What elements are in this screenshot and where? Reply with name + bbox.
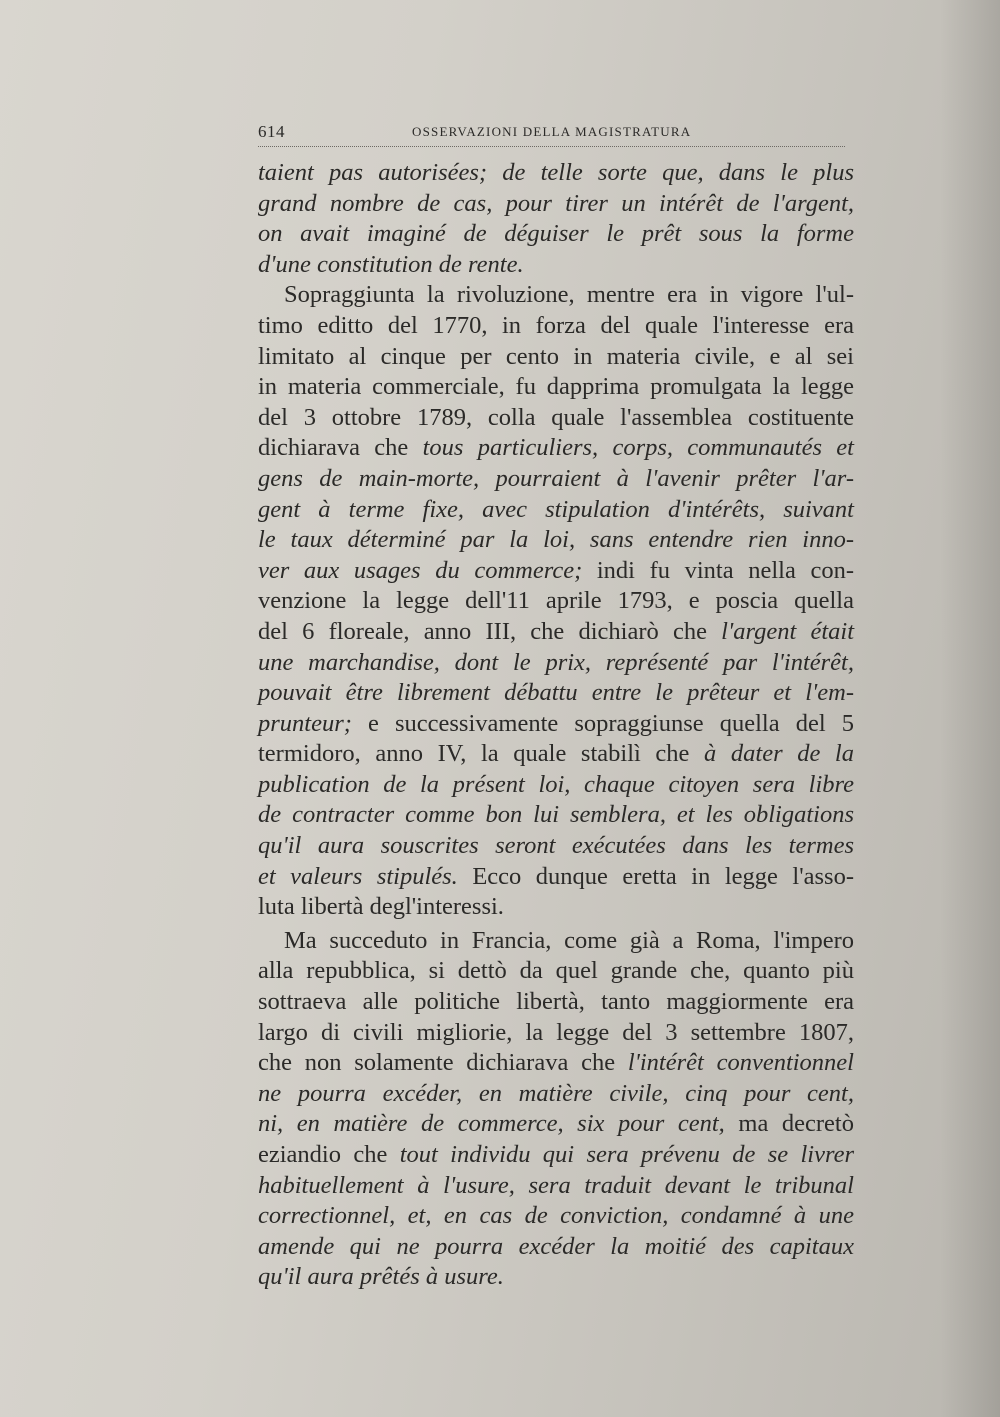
page-number: 614 (258, 122, 285, 141)
italic-text: l'intérêt conventionnel (627, 1049, 854, 1077)
text-line (258, 831, 854, 862)
roman-text: del 6 floreale, anno III, che dichiarò che (258, 617, 722, 645)
text-line (258, 556, 854, 587)
italic-text: tout individu qui sera prévenu de se livrer (399, 1141, 854, 1168)
roman-text: in materia commerciale, fu dapprima promulgata la legge (258, 373, 854, 401)
running-title: OSSERVAZIONI DELLA MAGISTRATURA (412, 124, 692, 139)
italic-text: et valeurs stipulés. (258, 862, 458, 890)
roman-text: del 3 ottobre 1789, colla quale l'assemblea costituente (258, 403, 854, 431)
text-line (258, 648, 854, 679)
roman-text: sottraeva alle politiche libertà, tanto maggiormente era (258, 988, 854, 1016)
italic-text: taient pas autorisées; de telle sorte que, dans le plus (258, 159, 854, 186)
text-line (258, 403, 854, 434)
text-line (258, 1109, 854, 1140)
text-line (258, 987, 854, 1018)
italic-text: qu'il aura prêtés à usure. (258, 1263, 504, 1291)
italic-text: le taux déterminé par la loi, sans entendre rien inno- (258, 526, 854, 554)
italic-text: gent à terme fixe, avec stipulation d'intérêts, suivant (258, 495, 854, 523)
italic-text: à dater de la (704, 740, 854, 768)
text-line (258, 892, 854, 923)
italic-text: grand nombre de cas, pour tirer un intérêt de l'argent, (258, 189, 854, 217)
roman-text: timo editto del 1770, in forza del quale l'interesse era (258, 311, 854, 339)
text-line (258, 1018, 854, 1049)
text-line (258, 311, 854, 342)
text-line (258, 1171, 854, 1202)
roman-text: largo di civili migliorie, la legge del 3 settembre 1807, (258, 1018, 854, 1046)
text-line (258, 678, 854, 709)
italic-text: tous particuliers, corps, communautés et (422, 434, 854, 462)
italic-text: de contracter comme bon lui semblera, et les obligations (258, 801, 854, 829)
roman-text: eziandio che (258, 1141, 400, 1168)
text-line (258, 433, 854, 464)
roman-text: indi fu vinta nella con- (582, 556, 854, 584)
italic-text: habituellement à l'usure, sera traduit devant le tribunal (258, 1171, 854, 1199)
roman-text: Ecco dunque eretta in legge l'asso- (457, 862, 855, 890)
roman-text: luta libertà degl'interessi. (258, 893, 504, 921)
text-line (258, 1079, 854, 1110)
text-line (258, 189, 854, 220)
running-head (258, 122, 845, 147)
text-line (258, 342, 854, 373)
text-line (258, 739, 854, 770)
body-text (258, 158, 854, 1293)
roman-text: venzione la legge dell'11 aprile 1793, e poscia quella (258, 587, 854, 615)
italic-text: l'argent était (721, 617, 854, 645)
italic-text: gens de main-morte, pourraient à l'avenir prêter l'ar- (258, 464, 854, 492)
roman-text: alla repubblica, si dettò da quel grande che, quanto più (258, 957, 854, 985)
text-line (258, 525, 854, 556)
text-line (258, 219, 854, 250)
text-line (258, 617, 854, 648)
text-line (258, 1262, 854, 1293)
roman-text: limitato al cinque per cento in materia civile, e al sei (258, 342, 854, 370)
italic-text: amende qui ne pourra excéder la moitié des capitaux (258, 1232, 854, 1260)
italic-text: prunteur; (258, 709, 352, 737)
roman-text: che non solamente dichiarava che (258, 1049, 628, 1077)
text-line (258, 926, 854, 957)
italic-text: pouvait être librement débattu entre le prêteur et l'em- (258, 679, 854, 707)
roman-text: termidoro, anno IV, la quale stabilì che (258, 740, 705, 768)
text-line (258, 1048, 854, 1079)
text-line (258, 586, 854, 617)
text-line (258, 709, 854, 740)
text-line (258, 464, 854, 495)
text-line (258, 1140, 854, 1171)
text-line (258, 770, 854, 801)
italic-text: une marchandise, dont le prix, représenté par l'intérêt, (258, 648, 854, 676)
text-line (258, 862, 854, 893)
roman-text: dichiarava che (258, 434, 423, 462)
italic-text: on avait imaginé de déguiser le prêt sous la forme (258, 220, 854, 248)
italic-text: publication de la présent loi, chaque citoyen sera libre (258, 770, 854, 798)
text-line (258, 800, 854, 831)
text-line (258, 280, 854, 311)
text-line (258, 1201, 854, 1232)
text-line (258, 1232, 854, 1263)
italic-text: ne pourra excéder, en matière civile, cinq pour cent, (258, 1079, 854, 1107)
italic-text: qu'il aura souscrites seront exécutées dans les termes (258, 832, 854, 860)
text-line (258, 158, 854, 189)
text-line (258, 372, 854, 403)
roman-text: Ma succeduto in Francia, come già a Roma, l'impero (284, 926, 854, 954)
text-line (258, 250, 854, 281)
italic-text: correctionnel, et, en cas de conviction, condamné à une (258, 1202, 854, 1230)
italic-text: ni, en matière de commerce, six pour cent, (258, 1110, 725, 1138)
italic-text: ver aux usages du commerce; (258, 556, 583, 584)
text-line (258, 956, 854, 987)
roman-text: ma decretò (724, 1110, 854, 1138)
roman-text: Sopraggiunta la rivoluzione, mentre era in vigore l'ul- (284, 281, 854, 309)
text-line (258, 495, 854, 526)
roman-text: e successivamente sopraggiunse quella del 5 (351, 709, 854, 737)
italic-text: d'une constitution de rente. (258, 250, 524, 278)
